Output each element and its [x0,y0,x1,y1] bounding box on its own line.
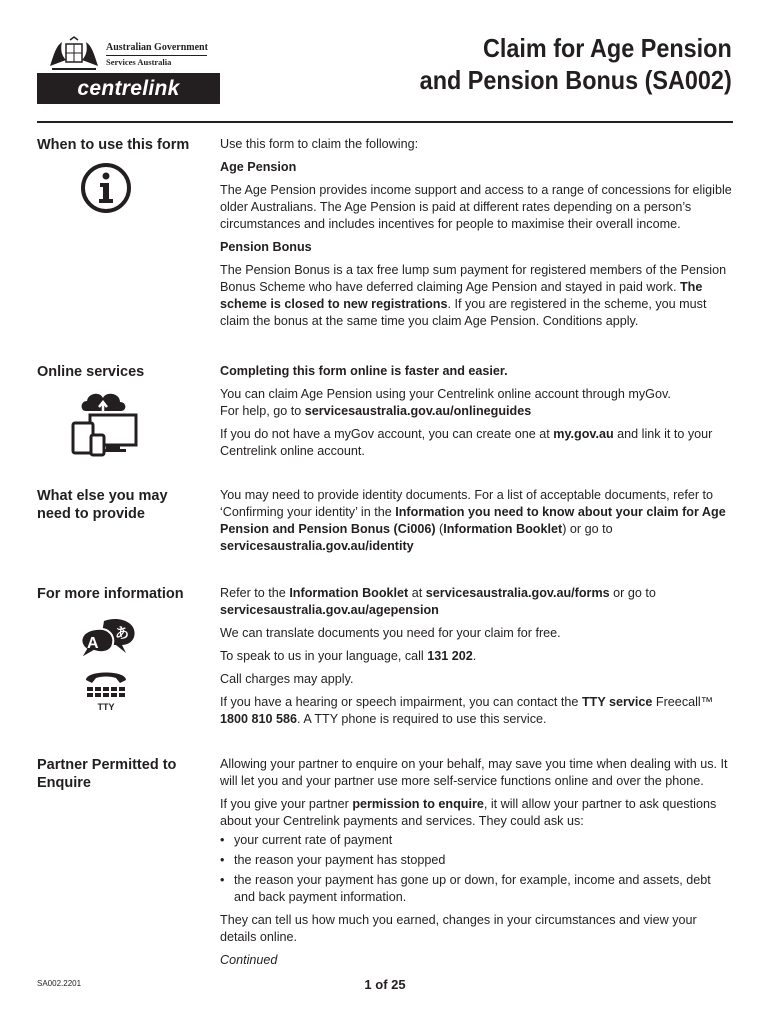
provide-text: You may need to provide identity documents. For a list of acceptable documents, refer to ‘Confirming your identity’ in the Information you need to know about your claim for Age Pension and Pension Bonus (Ci006) (Information Booklet) or go to servicesaustralia.gov.au/identity [220,488,726,553]
agency-name: Services Australia [106,57,172,67]
phone-number-language[interactable]: 131 202 [427,649,473,663]
subheading-age-pension: Age Pension [220,160,297,174]
partner-para-2: If you give your partner permission to enquire, it will allow your partner to ask questions about your Centrelink payments and services. They could ask us: [220,797,717,828]
coat-of-arms-icon [46,36,102,72]
list-item: • the reason your payment has gone up or down, for example, income and assets, debt and back payment information. [220,872,735,906]
tty-phone-icon [80,668,132,712]
page-number: 1 of 25 [364,977,406,992]
form-version-code: SA002.2201 [37,979,82,988]
partner-bullet-list [220,832,735,906]
section-heading-partner: Partner Permitted to Enquire [37,757,177,791]
tty-label: TTY [97,702,115,712]
intro-text: Use this form to claim the following: [220,137,419,151]
continued-label: Continued [220,953,278,967]
title-line-1: Claim for Age Pension [483,33,732,63]
translation-icon [76,617,140,663]
section-body-partner [220,756,735,975]
section-heading-info: For more information [37,586,184,602]
partner-para-3: They can tell us how much you earned, changes in your circumstances and view your details online. [220,913,697,944]
link-onlineguides[interactable]: servicesaustralia.gov.au/onlineguides [304,404,532,418]
lang-glyph-a: A [87,635,99,652]
section-body-provide [220,487,735,561]
section-body-info [220,585,735,734]
form-code: (SA002) [644,65,732,95]
info-para-1: Refer to the Information Booklet at servicesaustralia.gov.au/forms or go to servicesaustralia.gov.au/agepension [220,586,656,617]
age-pension-text: The Age Pension provides income support and access to a range of concessions for eligible older Australians. The Age Pension is paid at different rates depending on a person’s circumstances and includes incentives for people to maximise their overall income. [220,183,732,231]
lang-glyph-b: あ [115,626,129,642]
divider [106,55,207,56]
section-heading-when: When to use this form [37,137,190,153]
information-icon [78,160,134,216]
page-title [420,32,732,96]
government-name: Australian Government [106,42,208,53]
list-item: • your current rate of payment [220,832,735,849]
partner-para-1: Allowing your partner to enquire on your behalf, may save you time when dealing with us. It will let you and your partner use more self-service functions online and over the phone. [220,757,728,788]
pension-bonus-text: The Pension Bonus is a tax free lump sum payment for registered members of the Pension Bonus Scheme who have deferred claiming Age Pension and stayed in paid work. The scheme is closed to new registrations. If you are registered in the scheme, you must claim the bonus at the same time you claim Age Pension. Conditions apply. [220,263,727,328]
link-forms[interactable]: servicesaustralia.gov.au/forms [425,586,610,600]
online-para-2: If you do not have a myGov account, you can create one at my.gov.au and link it to your Centrelink online account. [220,427,713,458]
link-identity[interactable]: servicesaustralia.gov.au/identity [220,539,414,553]
title-line-2: and Pension Bonus (SA002) [419,65,732,95]
info-para-3: To speak to us in your language, call 131 202. [220,649,477,663]
online-para-1: You can claim Age Pension using your Centrelink online account through myGov. For help, go to servicesaustralia.gov.au/onlineguides [220,387,671,418]
section-body-online [220,363,735,466]
centrelink-logo: centrelink [37,73,220,104]
info-para-5: If you have a hearing or speech impairment, you can contact the TTY service Freecall™ 1800 810 586. A TTY phone is required to use this service. [220,695,714,726]
list-item: • the reason your payment has stopped [220,852,735,869]
section-heading-provide: What else you may need to provide [37,488,168,522]
phone-number-tty[interactable]: 1800 810 586 [220,712,298,726]
link-agepension[interactable]: servicesaustralia.gov.au/agepension [220,603,439,617]
info-para-4: Call charges may apply. [220,672,354,686]
section-heading-online: Online services [37,364,145,380]
online-devices-icon [70,385,142,457]
link-mygov[interactable]: my.gov.au [553,427,614,441]
section-body-when [220,136,735,336]
header-rule [37,121,733,123]
info-para-2: We can translate documents you need for your claim for free. [220,626,561,640]
online-lead-text: Completing this form online is faster and easier. [220,364,508,378]
subheading-pension-bonus: Pension Bonus [220,240,312,254]
